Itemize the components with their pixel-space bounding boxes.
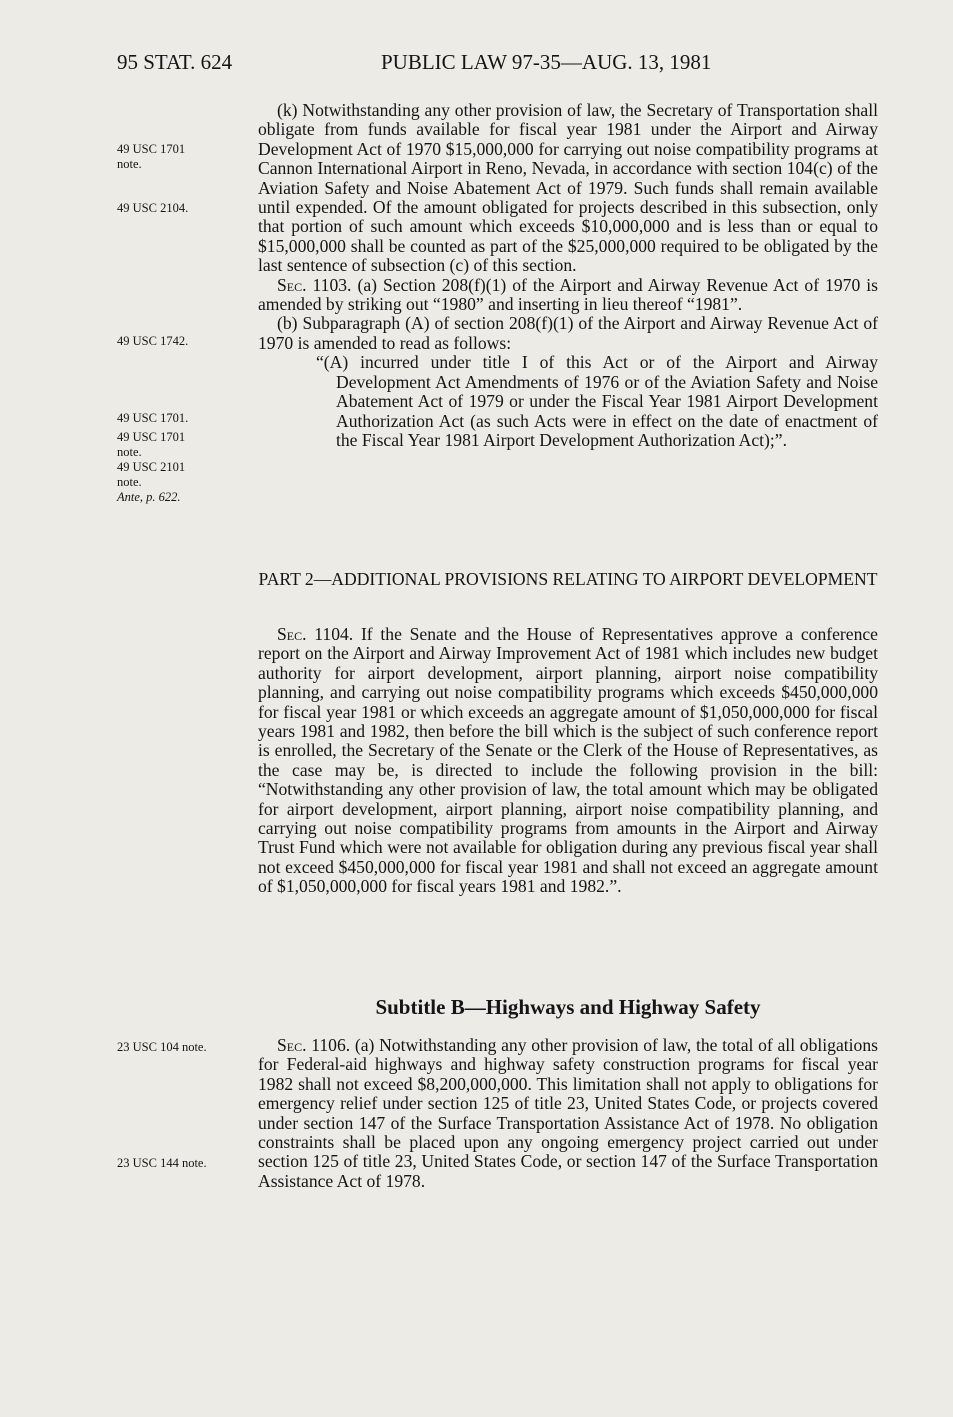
section-1104 xyxy=(258,625,878,897)
paragraph-sec-1104 xyxy=(258,625,878,897)
paragraph-sec-1106 xyxy=(258,1036,878,1191)
margin-note-49usc2104 xyxy=(117,201,252,216)
quoted-amendment: “(A) incurred under title I of this Act or of the Airport and Airway Development Act Amendments of 1976 or of the Aviation Safety and Noise Abatement Act of 1979 or under the Fiscal Year 1981 Airport Development Authorization Act (as such Acts were in effect on the date of enactment of the Fiscal Year 1981 Airport Development Authorization Act);”. xyxy=(316,352,878,450)
section-label: Sec. 1103. xyxy=(277,274,352,295)
section-1102-k xyxy=(258,101,878,450)
margin-note-23usc104 xyxy=(117,1040,252,1055)
stat-page-number: 95 STAT. 624 xyxy=(117,50,233,74)
margin-note-text: note. xyxy=(117,157,142,171)
margin-note-text: 49 USC 2104. xyxy=(117,201,189,215)
margin-note-text: 49 USC 1742. xyxy=(117,334,189,348)
section-text: (a) Section 208(f)(1) of the Airport and Airway Revenue Act of 1970 is amended by striking out “1980” and inserting in lieu thereof “1981”. xyxy=(258,274,878,315)
subtitle-b-heading: Subtitle B—Highways and Highway Safety xyxy=(375,995,761,1019)
margin-note-text: 49 USC 2101 xyxy=(117,460,186,474)
paragraph-sec-1103-b: (b) Subparagraph (A) of section 208(f)(1) of the Airport and Airway Revenue Act of 1970 is amended to read as follows: xyxy=(258,313,878,353)
section-text: If the Senate and the House of Representatives approve a conference report on the Airport and Airway Improvement Act of 1981 which includes new budget authority for airport development, airport planning, airport noise compatibility planning, and carrying out noise compatibility programs which exceeds $450,000,000 for fiscal year 1981 or which exceeds an aggregate amount of $1,050,000,000 for fiscal years 1981 and 1982, then before the bill which is the subject of such conference report is enrolled, the Secretary of the Senate or the Clerk of the House of Representatives, as the case may be, is directed to include the following provision in the bill: “Notwithstanding any other provision of law, the total amount which may be obligated for airport development, airport planning, airport noise compatibility planning, and carrying out noise compatibility programs from amounts in the Airport and Airway Trust Fund which were not available for obligation during any previous fiscal year shall not exceed $450,000,000 for fiscal year 1981 and shall not exceed an aggregate amount of $1,050,000,000 for fiscal years 1981 and 1982.”. xyxy=(258,624,878,897)
margin-note-text: note. xyxy=(117,475,142,489)
part-2-heading: PART 2—ADDITIONAL PROVISIONS RELATING TO AIRPORT DEVELOPMENT xyxy=(258,569,878,589)
page-header xyxy=(0,50,953,90)
margin-note-text: 49 USC 1701. xyxy=(117,411,189,425)
margin-note-text: 23 USC 104 note. xyxy=(117,1040,207,1054)
margin-note-49usc1742 xyxy=(117,334,252,349)
section-label: Sec. 1104. xyxy=(277,624,354,644)
margin-note-text: note. xyxy=(117,445,142,459)
margin-note-text: 49 USC 1701 xyxy=(117,142,186,156)
section-1106 xyxy=(258,1036,878,1191)
margin-note-49usc1701-b xyxy=(117,411,252,505)
section-label: Sec. 1106. xyxy=(277,1035,351,1055)
law-title: PUBLIC LAW 97-35—AUG. 13, 1981 xyxy=(381,50,712,74)
margin-note-23usc144 xyxy=(117,1156,252,1171)
margin-note-text: 49 USC 1701 xyxy=(117,430,186,444)
margin-note-text: Ante, p. 622. xyxy=(117,490,181,504)
section-text: (a) Notwithstanding any other provision of law, the total of all obligations for Federal-aid highways and highway safety construction programs for fiscal year 1982 shall not exceed $8,200,000,000. This limitation shall not apply to obligations for emergency relief under section 125 of title 23, United States Code, or projects covered under section 147 of the Surface Transportation Assistance Act of 1978. No obligation constraints shall be placed upon any ongoing emergency project carried out under section 125 of title 23, United States Code, or section 147 of the Surface Transportation Assistance Act of 1978. xyxy=(258,1035,878,1191)
margin-note-text: 23 USC 144 note. xyxy=(117,1156,207,1170)
paragraph-sec-1103-a xyxy=(258,276,878,315)
paragraph-k: (k) Notwithstanding any other provision of law, the Secretary of Transportation shall obligate from funds available for fiscal year 1981 under the Airport and Airway Development Act of 1970 $15,000,000 for carrying out noise compatibility programs at Cannon International Airport in Reno, Nevada, in accordance with section 104(c) of the Aviation Safety and Noise Abatement Act of 1979. Such funds shall remain available until expended. Of the amount obligated for projects described in this subsection, only that portion of such amount which exceeds $10,000,000 and is less than or equal to $15,000,000 shall be counted as part of the $25,000,000 required to be obligated by the last sentence of subsection (c) of this section. xyxy=(258,100,878,276)
margin-note-49usc1701 xyxy=(117,142,252,172)
